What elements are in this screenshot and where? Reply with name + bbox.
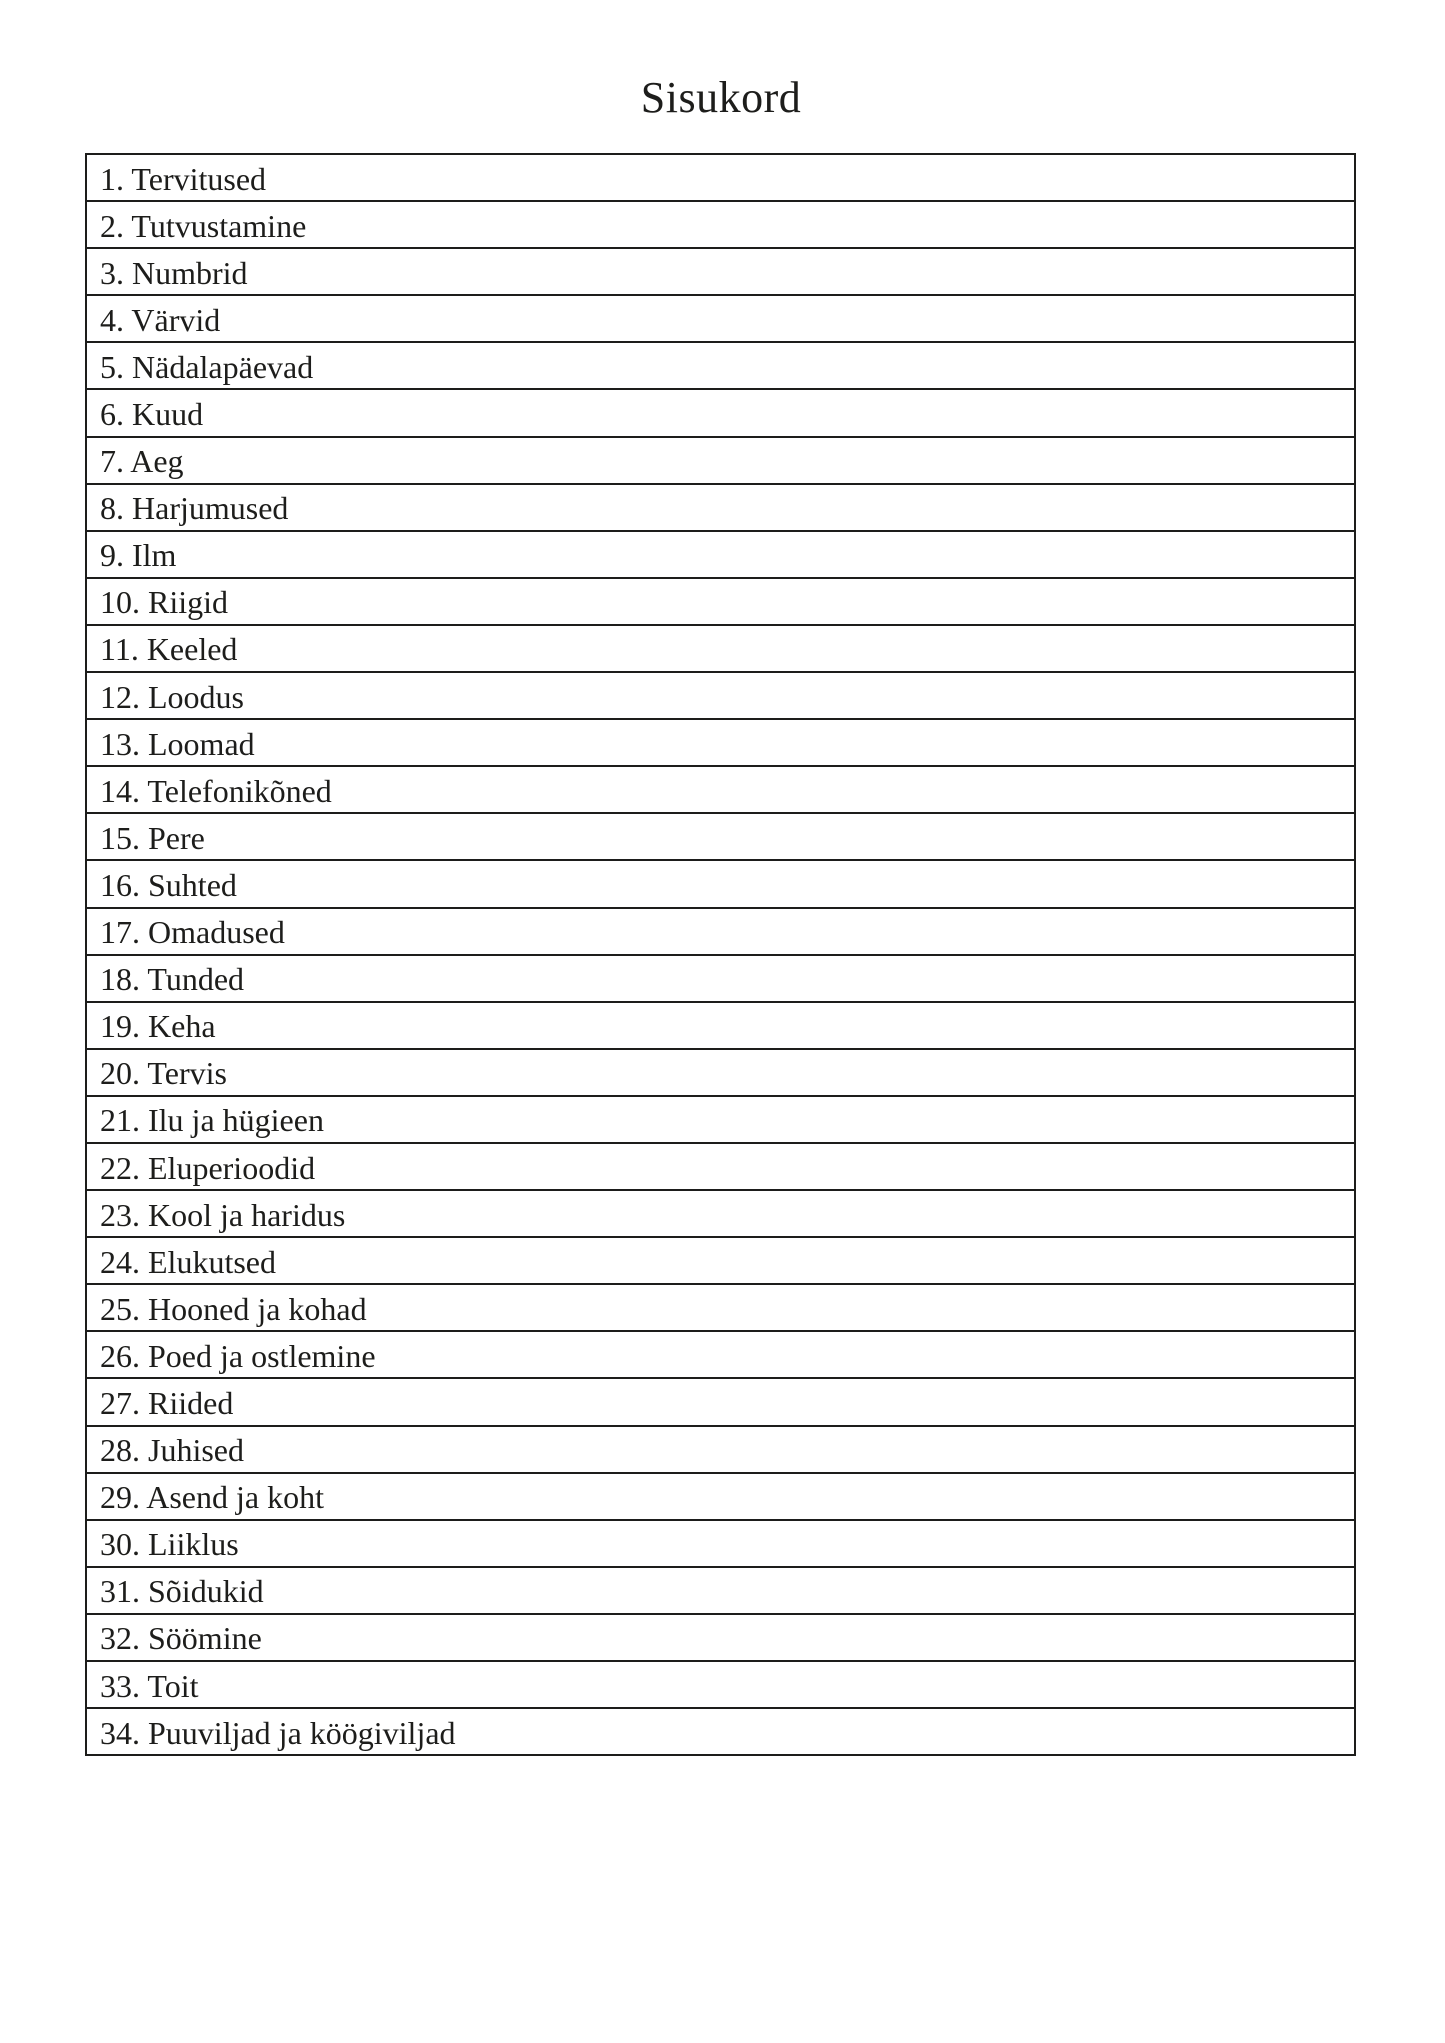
toc-entry-label: 8. Harjumused [100,490,289,527]
table-row [87,673,1354,720]
toc-entry-label: 30. Liiklus [100,1526,239,1563]
table-row [87,626,1354,673]
table-row [87,1050,1354,1097]
table-row [87,1568,1354,1615]
toc-entry-label: 20. Tervis [100,1055,227,1092]
toc-entry-label: 27. Riided [100,1384,234,1421]
toc-entry-label: 31. Sõidukid [100,1573,264,1610]
table-row [87,1238,1354,1285]
toc-entry-label: 19. Keha [100,1008,216,1045]
table-row [87,390,1354,437]
table-row [87,579,1354,626]
table-row [87,1285,1354,1332]
toc-entry-label: 23. Kool ja haridus [100,1196,346,1233]
toc-entry-label: 11. Keeled [100,631,238,668]
table-row [87,249,1354,296]
toc-entry-label: 2. Tutvustamine [100,207,307,244]
table-row [87,1709,1354,1754]
page-title: Sisukord [640,73,802,122]
toc-entry-label: 29. Asend ja koht [100,1479,324,1516]
toc-entry-label: 17. Omadused [100,914,285,951]
toc-entry-label: 28. Juhised [100,1432,244,1469]
table-row [87,438,1354,485]
toc-entry-label: 5. Nädalapäevad [100,348,314,385]
toc-entry-label: 15. Pere [100,819,205,856]
table-row [87,861,1354,908]
table-row [87,485,1354,532]
toc-entry-label: 33. Toit [100,1667,199,1704]
toc-entry-label: 34. Puuviljad ja köögiviljad [100,1714,456,1751]
toc-entry-label: 7. Aeg [100,443,184,480]
toc-entry-label: 26. Poed ja ostlemine [100,1337,376,1374]
toc-entry-label: 9. Ilm [100,537,177,574]
toc-entry-label: 22. Eluperioodid [100,1149,316,1186]
toc-entry-label: 1. Tervitused [100,160,267,197]
toc-entry-label: 3. Numbrid [100,254,248,291]
table-row [87,1521,1354,1568]
table-row [87,814,1354,861]
table-row [87,1474,1354,1521]
table-row [87,155,1354,202]
toc-entry-label: 10. Riigid [100,584,229,621]
table-row [87,956,1354,1003]
table-row [87,1191,1354,1238]
toc-entry-label: 4. Värvid [100,301,221,338]
table-row [87,909,1354,956]
toc-entry-label: 14. Telefonikõned [100,772,332,809]
toc-entry-label: 6. Kuud [100,396,204,433]
toc-entry-label: 13. Loomad [100,725,255,762]
toc-entry-label: 16. Suhted [100,866,237,903]
table-row [87,720,1354,767]
table-row [87,1144,1354,1191]
table-row [87,1615,1354,1662]
table-row [87,1332,1354,1379]
table-row [87,296,1354,343]
table-row [87,202,1354,249]
toc-entry-label: 25. Hooned ja kohad [100,1290,367,1327]
toc-entry-label: 21. Ilu ja hügieen [100,1102,324,1139]
table-row [87,343,1354,390]
table-row [87,1097,1354,1144]
toc-entry-label: 24. Elukutsed [100,1243,276,1280]
table-row [87,1379,1354,1426]
table-row [87,1662,1354,1709]
toc-entry-label: 18. Tunded [100,961,245,998]
toc-entry-label: 32. Söömine [100,1620,262,1657]
table-row [87,532,1354,579]
toc-table [85,153,1356,1756]
table-row [87,1003,1354,1050]
table-row [87,1427,1354,1474]
table-row [87,767,1354,814]
toc-entry-label: 12. Loodus [100,678,244,715]
